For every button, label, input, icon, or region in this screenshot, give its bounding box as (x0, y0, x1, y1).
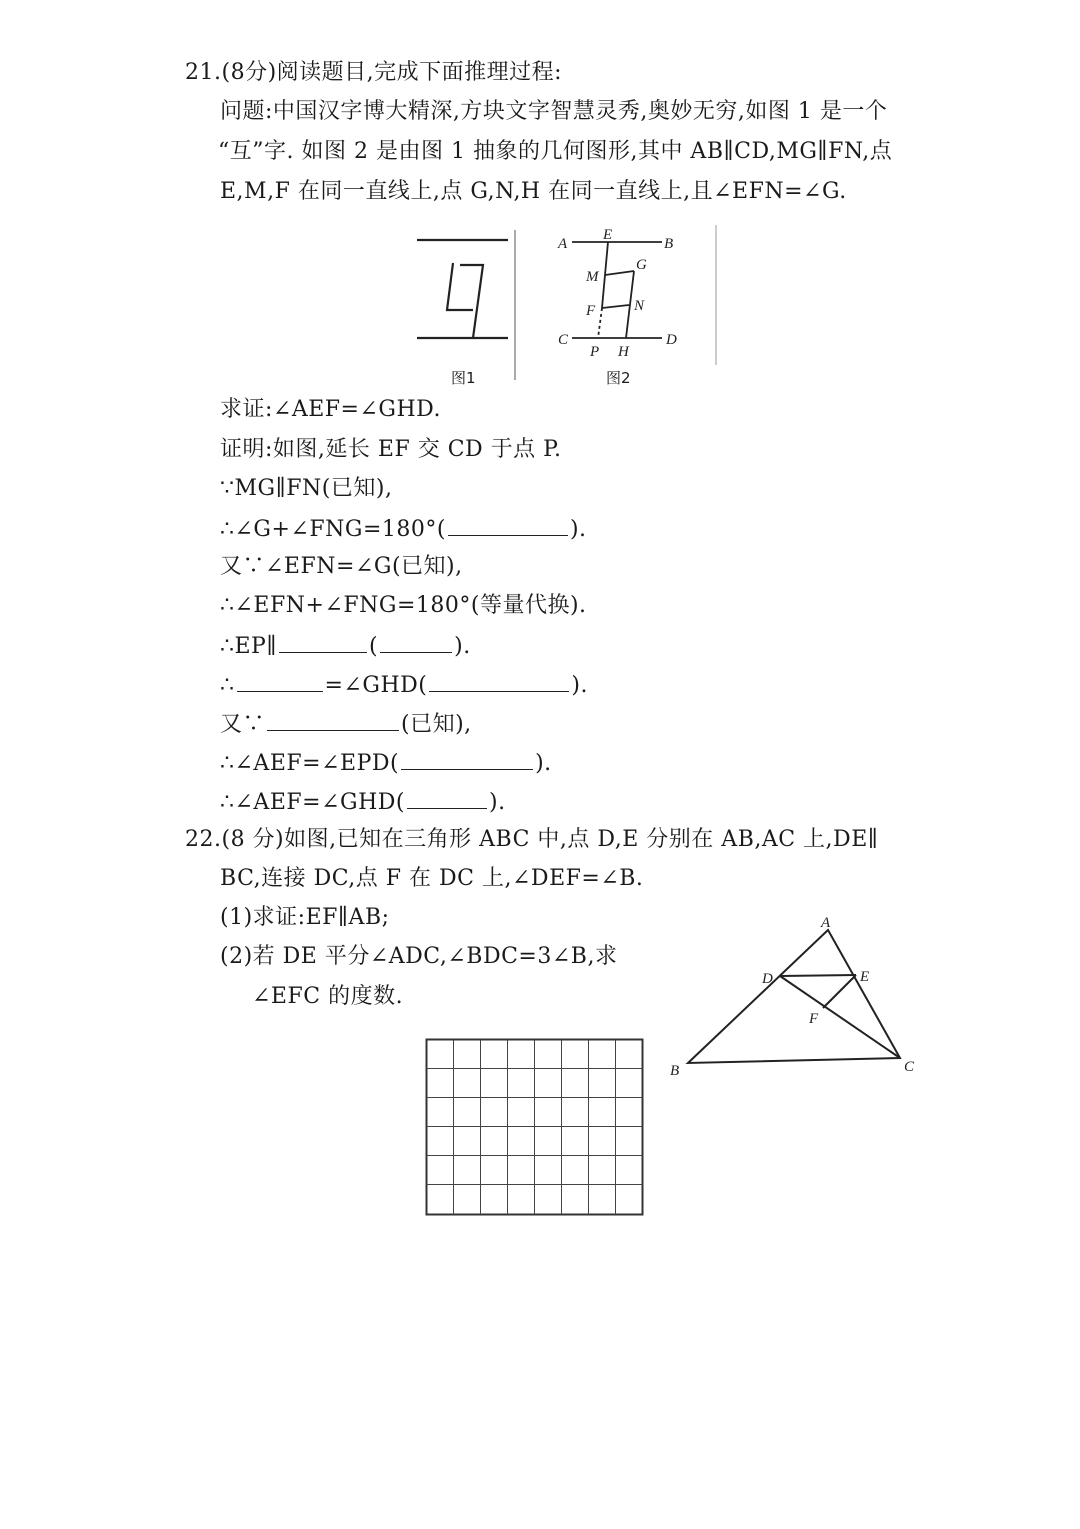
q21-problem-line-1: 问题:中国汉字博大精深,方块文字智慧灵秀,奥妙无穷,如图 1 是一个 (220, 99, 888, 124)
fig2-point-F: F (586, 303, 596, 319)
triangle-point-F: F (809, 1011, 819, 1027)
q21-blank-7[interactable] (401, 747, 533, 770)
q21-proof-line-6-end: ). (454, 634, 471, 659)
triangle-point-E: E (860, 969, 870, 985)
q22-header-line-1: 22.(8 分)如图,已知在三角形 ABC 中,点 D,E 分别在 AB,AC 上,DE∥ (185, 827, 879, 852)
q21-blank-2[interactable] (279, 630, 367, 653)
q21-blank-3[interactable] (380, 630, 452, 653)
q21-proof-line-9-start: ∴∠AEF=∠EPD( (220, 751, 400, 776)
answer-grid[interactable] (425, 1038, 647, 1218)
q21-proof-line-6-mid: ( (369, 634, 379, 659)
q21-blank-8[interactable] (407, 786, 487, 809)
q21-proof-line-9-end: ). (535, 751, 552, 776)
figure-1-label: 图1 (451, 369, 476, 387)
q21-proof-line-8-end: (已知), (401, 712, 472, 737)
fig2-point-B: B (664, 236, 674, 252)
q22-part-1: (1)求证:EF∥AB; (220, 905, 390, 930)
q21-proof-line-10-end: ). (489, 790, 506, 815)
q21-proof-line-7-mid: =∠GHD( (324, 673, 428, 698)
q22-part-2-line-2: ∠EFC 的度数. (252, 984, 404, 1009)
triangle-point-D: D (762, 971, 773, 987)
triangle-point-A: A (821, 915, 831, 931)
fig2-point-N: N (634, 298, 645, 314)
q21-blank-6[interactable] (267, 708, 399, 731)
q21-header: 21.(8分)阅读题目,完成下面推理过程: (185, 60, 563, 85)
triangle-point-C: C (904, 1059, 915, 1075)
q21-blank-1[interactable] (448, 513, 568, 536)
q21-proof-line-10-start: ∴∠AEF=∠GHD( (220, 790, 405, 815)
triangle-point-B: B (670, 1063, 680, 1079)
fig2-point-P: P (590, 344, 600, 360)
fig2-point-A: A (558, 236, 568, 252)
fig2-point-C: C (558, 332, 569, 348)
q21-proof-line-7 (220, 669, 588, 701)
q21-proof-line-2: ∵MG∥FN(已知), (220, 476, 393, 501)
q22-triangle-figure (660, 905, 930, 1085)
q22-part-2-line-1: (2)若 DE 平分∠ADC,∠BDC=3∠B,求 (220, 944, 618, 969)
figure-2-geometry (550, 220, 730, 370)
q21-proof-line-8-start: 又∵ (220, 712, 266, 737)
q21-proof-line-3 (220, 513, 587, 545)
q21-proof-line-8 (220, 708, 472, 740)
q21-proof-line-7-start: ∴ (220, 673, 235, 698)
q21-proof-line-4: 又∵∠EFN=∠G(已知), (220, 554, 463, 579)
fig2-point-H: H (618, 344, 629, 360)
q21-proof-line-1: 证明:如图,延长 EF 交 CD 于点 P. (220, 437, 562, 462)
fig2-point-G: G (636, 257, 647, 273)
q21-proof-line-6-start: ∴EP∥ (220, 634, 278, 659)
q21-problem-line-3: E,M,F 在同一直线上,点 G,N,H 在同一直线上,且∠EFN=∠G. (220, 179, 847, 204)
q21-proof-line-7-end: ). (571, 673, 588, 698)
fig2-point-M: M (586, 269, 599, 285)
q21-proof-line-3-end: ). (569, 517, 587, 542)
q21-prove-statement: 求证:∠AEF=∠GHD. (220, 397, 442, 422)
q21-proof-line-6 (220, 630, 471, 662)
q21-proof-line-10 (220, 786, 506, 818)
q21-blank-4[interactable] (237, 669, 323, 692)
fig2-point-E: E (603, 227, 613, 243)
q21-proof-line-5: ∴∠EFN+∠FNG=180°(等量代换). (220, 593, 587, 618)
q21-problem-line-2: “互”字. 如图 2 是由图 1 抽象的几何图形,其中 AB∥CD,MG∥FN,点 (218, 139, 893, 164)
q22-header-line-2: BC,连接 DC,点 F 在 DC 上,∠DEF=∠B. (220, 866, 644, 891)
figure-2-label: 图2 (606, 369, 631, 387)
q21-blank-5[interactable] (429, 669, 569, 692)
figure-1-hu-character (405, 225, 525, 385)
fig2-point-D: D (666, 332, 677, 348)
q21-proof-line-3-start: ∴∠G+∠FNG=180°( (220, 517, 446, 542)
q21-proof-line-9 (220, 747, 552, 779)
